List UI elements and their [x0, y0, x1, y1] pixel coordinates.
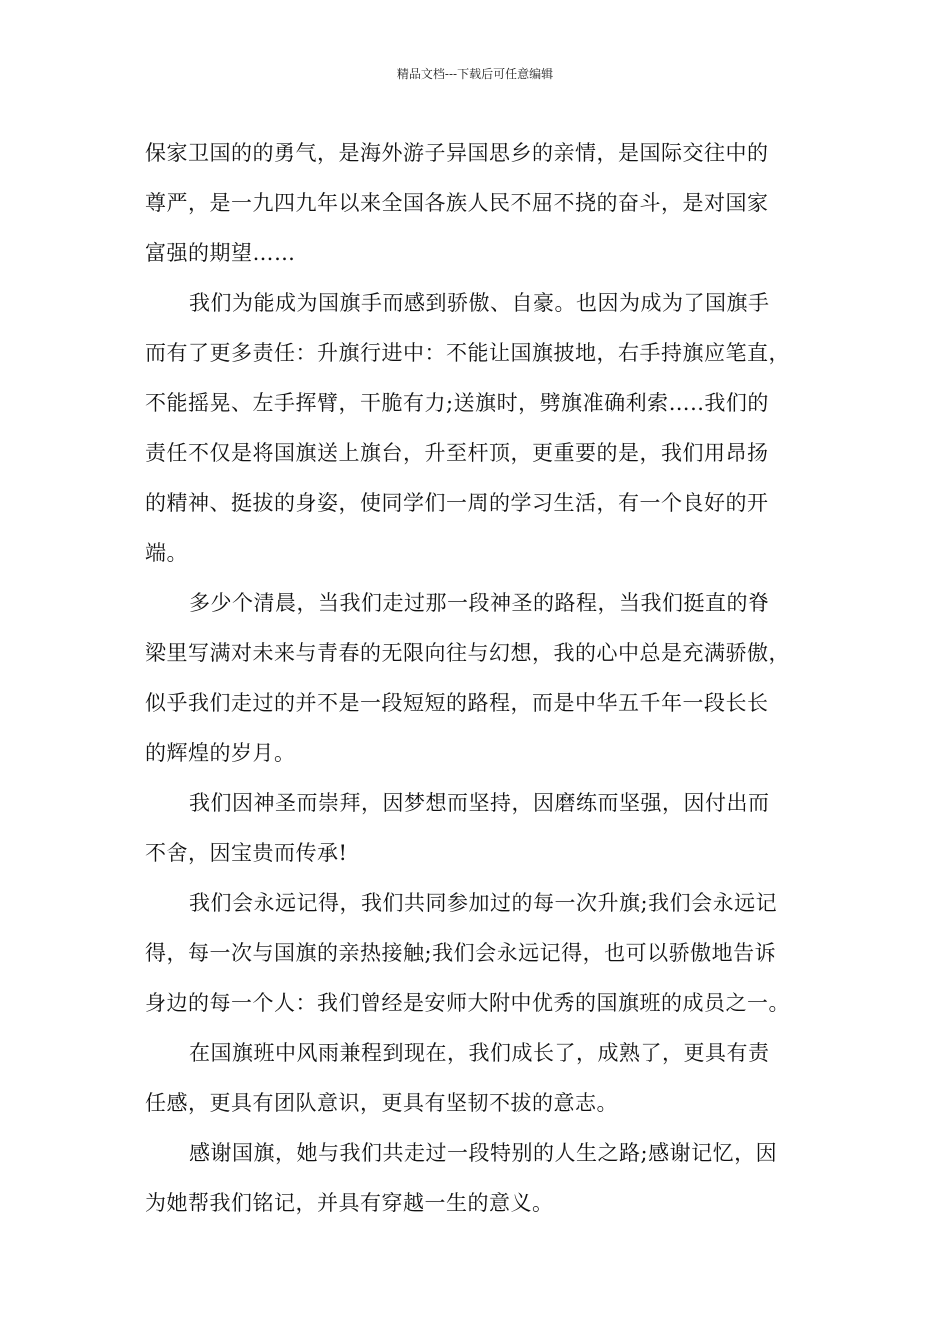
- paragraph-first-line: 我们为能成为国旗手而感到骄傲、自豪。也因为成为了国旗手: [189, 291, 770, 315]
- paragraph-first-line: 我们会永远记得，我们共同参加过的每一次升旗;我们会永远记: [189, 891, 778, 915]
- text-line: 责任不仅是将国旗送上旗台，升至杆顶，更重要的是，我们用昂扬: [145, 441, 769, 465]
- text-line: 尊严，是一九四九年以来全国各族人民不屈不挠的奋斗，是对国家: [145, 191, 769, 215]
- paragraph-first-line: 多少个清晨，当我们走过那一段神圣的路程，当我们挺直的脊: [189, 591, 770, 615]
- text-line: 身边的每一个人：我们曾经是安师大附中优秀的国旗班的成员之一。: [145, 991, 790, 1015]
- text-line: 的辉煌的岁月。: [145, 741, 296, 765]
- text-line: 得，每一次与国旗的亲热接触;我们会永远记得，也可以骄傲地告诉: [145, 941, 777, 965]
- text-line: 的精神、挺拔的身姿，使同学们一周的学习生活，有一个良好的开: [145, 491, 769, 515]
- text-line: 任感，更具有团队意识，更具有坚韧不拔的意志。: [145, 1091, 618, 1115]
- paragraph-first-line: 我们因神圣而崇拜，因梦想而坚持，因磨练而坚强，因付出而: [189, 791, 770, 815]
- text-line: 不舍，因宝贵而传承!: [145, 841, 348, 865]
- text-line: 端。: [145, 541, 188, 565]
- text-line: 为她帮我们铭记，并具有穿越一生的意义。: [145, 1191, 554, 1215]
- text-line: 富强的期望……: [145, 241, 296, 265]
- paragraph-first-line: 在国旗班中风雨兼程到现在，我们成长了，成熟了，更具有责: [189, 1041, 770, 1065]
- document-body: [145, 128, 813, 1228]
- page-header: 精品文档---下载后可任意编辑: [396, 67, 554, 81]
- text-line: 梁里写满对未来与青春的无限向往与幻想，我的心中总是充满骄傲，: [145, 641, 790, 665]
- paragraph-first-line: 感谢国旗，她与我们共走过一段特别的人生之路;感谢记忆，因: [189, 1141, 778, 1165]
- text-line: 似乎我们走过的并不是一段短短的路程，而是中华五千年一段长长: [145, 691, 769, 715]
- text-line: 不能摇晃、左手挥臂，干脆有力;送旗时，劈旗准确利索…..我们的: [145, 391, 769, 415]
- text-line: 保家卫国的的勇气，是海外游子异国思乡的亲情，是国际交往中的: [145, 141, 769, 165]
- text-line: 而有了更多责任：升旗行进中：不能让国旗披地，右手持旗应笔直，: [145, 341, 790, 365]
